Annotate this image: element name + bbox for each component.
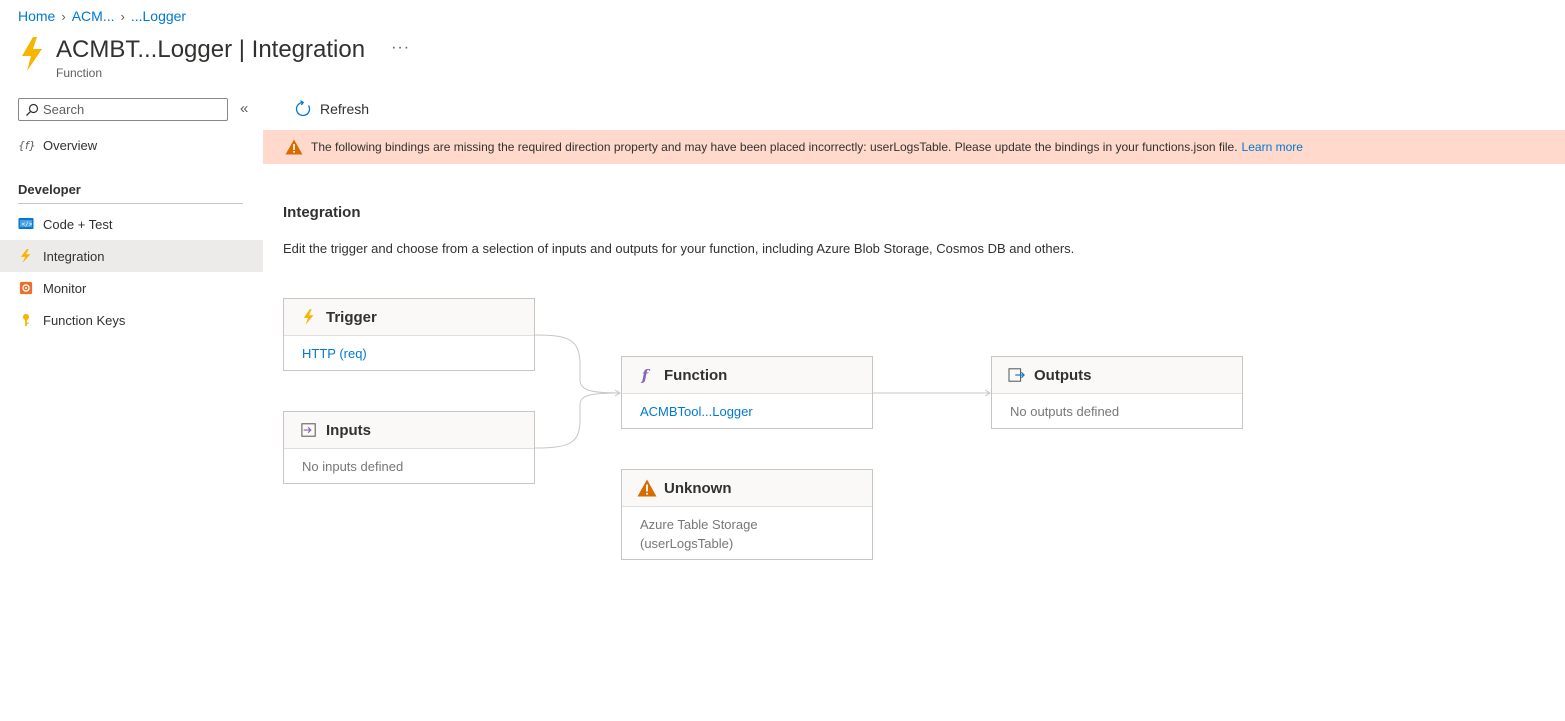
sidebar-item-label: Function Keys [43, 312, 126, 328]
section-description: Edit the trigger and choose from a selection of inputs and outputs for your function, including Azure Blob Storage, Cosmos DB and others. [283, 241, 1075, 256]
learn-more-link[interactable]: Learn more [1241, 140, 1303, 154]
unknown-binding-type: Azure Table Storage [640, 517, 758, 532]
bolt-icon [18, 248, 34, 264]
bolt-icon [300, 308, 318, 326]
inputs-title: Inputs [326, 421, 371, 439]
key-icon [18, 312, 34, 328]
refresh-icon [294, 100, 312, 118]
sidebar-item-overview[interactable] [0, 129, 263, 161]
breadcrumb [18, 8, 186, 24]
section-title: Integration [283, 204, 361, 221]
sidebar-item-label: Integration [43, 248, 105, 264]
trigger-link[interactable]: HTTP (req) [302, 346, 367, 361]
warning-icon [638, 479, 656, 497]
sidebar-item-label: Monitor [43, 280, 87, 296]
svg-text:f: f [641, 366, 649, 385]
sidebar-item-function-keys[interactable] [0, 304, 263, 336]
search-icon [25, 103, 39, 117]
sidebar-divider [18, 203, 243, 204]
search-box[interactable] [18, 98, 228, 121]
refresh-button[interactable] [294, 100, 369, 118]
function-bolt-icon [18, 36, 46, 72]
inputs-empty-text: No inputs defined [302, 459, 404, 474]
code-icon [18, 216, 34, 232]
page-title: ACMBT...Logger | Integration [56, 36, 366, 63]
warning-message: The following bindings are missing the required direction property and may have been placed incorrectly: userLogsTable. Please update the bindings in your functions.json file. [311, 140, 1238, 154]
input-icon [300, 421, 318, 439]
sidebar-item-monitor[interactable] [0, 272, 263, 304]
chevron-right-icon: › [61, 8, 66, 24]
unknown-binding-card[interactable] [621, 469, 873, 560]
chevron-right-icon: › [120, 8, 125, 24]
function-card [621, 356, 873, 429]
outputs-card [991, 356, 1243, 429]
sidebar-nav [0, 129, 263, 336]
function-overview-icon [18, 137, 34, 153]
page-subtitle: Function [56, 66, 103, 80]
warning-banner [263, 130, 1565, 164]
inputs-card [283, 411, 535, 484]
trigger-title: Trigger [326, 308, 377, 326]
function-f-icon [638, 366, 656, 384]
sidebar-group-developer: Developer [18, 182, 81, 197]
monitor-icon [18, 280, 34, 296]
svg-text:{f}: {f} [18, 139, 36, 152]
breadcrumb-home[interactable]: Home [18, 8, 56, 24]
more-options-icon[interactable]: ··· [391, 39, 411, 56]
refresh-label: Refresh [320, 101, 370, 117]
unknown-binding-name: (userLogsTable) [640, 536, 734, 551]
sidebar-item-label: Code + Test [43, 216, 113, 232]
collapse-sidebar-icon[interactable]: « [240, 100, 249, 117]
function-link[interactable]: ACMBTool...Logger [640, 404, 753, 419]
output-icon [1008, 366, 1026, 384]
outputs-title: Outputs [1034, 366, 1092, 384]
sidebar-item-label: Overview [43, 137, 98, 153]
breadcrumb-function[interactable]: ...Logger [130, 8, 187, 24]
trigger-card [283, 298, 535, 371]
page-header [18, 36, 410, 80]
sidebar-item-integration[interactable] [0, 240, 263, 272]
breadcrumb-resource[interactable]: ACM... [71, 8, 115, 24]
unknown-title: Unknown [664, 479, 732, 497]
sidebar-item-code-test[interactable] [0, 208, 263, 240]
function-title: Function [664, 366, 728, 384]
warning-icon [285, 139, 303, 155]
search-input[interactable] [43, 102, 213, 117]
outputs-empty-text: No outputs defined [1010, 404, 1120, 419]
svg-text:</>: </> [21, 221, 33, 228]
